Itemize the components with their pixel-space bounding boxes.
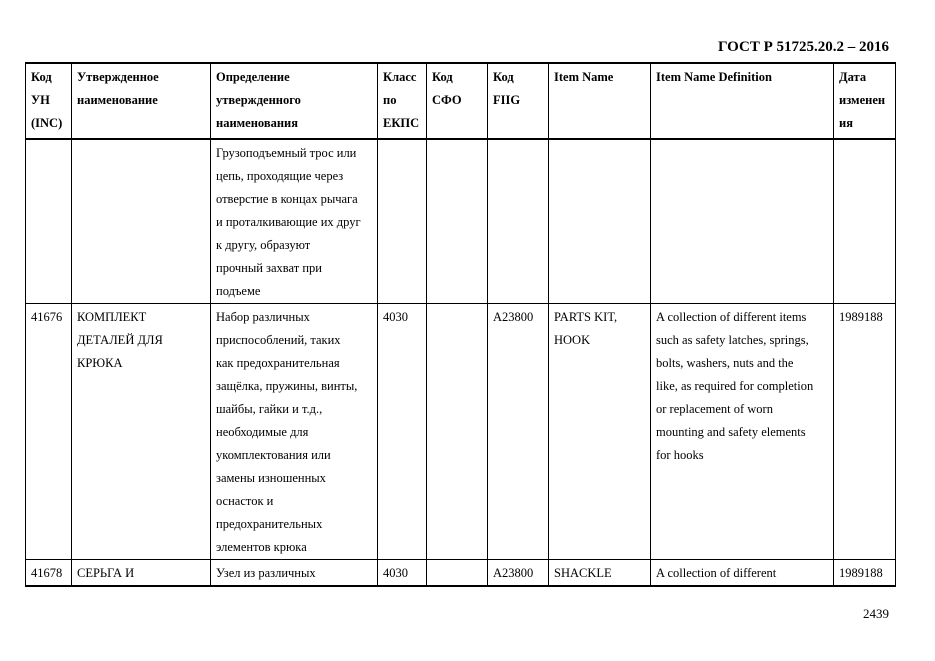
column-header-fiig-code: Код FIIG bbox=[488, 63, 549, 139]
nomenclature-table bbox=[25, 62, 896, 587]
cell-approved-name: КОМПЛЕКТ ДЕТАЛЕЙ ДЛЯ КРЮКА bbox=[72, 304, 211, 560]
cell-item-name-definition: A collection of different bbox=[651, 560, 834, 587]
cell-item-name bbox=[549, 139, 651, 304]
cell-item-name-definition: A collection of different items such as safety latches, springs, bolts, washers, nuts and the like, as required for completion or replacement of worn mounting and safety elements for hooks bbox=[651, 304, 834, 560]
cell-definition: Узел из различных bbox=[211, 560, 378, 587]
cell-sfo-code bbox=[427, 304, 488, 560]
cell-inc bbox=[26, 139, 72, 304]
table-row bbox=[26, 139, 896, 304]
cell-inc: 41678 bbox=[26, 560, 72, 587]
cell-definition: Набор различных приспособлений, таких как предохранительная защёлка, пружины, винты, шайбы, гайки и т.д., необходимые для укомплектования или замены изношенных оснасток и предохранительных элементов крюка bbox=[211, 304, 378, 560]
cell-fiig-code bbox=[488, 139, 549, 304]
table-row bbox=[26, 304, 896, 560]
column-header-change-date: Дата изменен ия bbox=[834, 63, 896, 139]
column-header-item-name: Item Name bbox=[549, 63, 651, 139]
cell-definition: Грузоподъемный трос или цепь, проходящие через отверстие в концах рычага и проталкивающие их друг к другу, образуют прочный захват при подъеме bbox=[211, 139, 378, 304]
cell-ekps-class bbox=[378, 139, 427, 304]
document-header: ГОСТ Р 51725.20.2 – 2016 bbox=[717, 39, 889, 55]
cell-ekps-class: 4030 bbox=[378, 560, 427, 587]
column-header-ekps-class: Класс по ЕКПС bbox=[378, 63, 427, 139]
table-row bbox=[26, 560, 896, 587]
cell-fiig-code: A23800 bbox=[488, 560, 549, 587]
column-header-item-name-definition: Item Name Definition bbox=[651, 63, 834, 139]
column-header-approved-name: Утвержденное наименование bbox=[72, 63, 211, 139]
column-header-definition: Определение утвержденного наименования bbox=[211, 63, 378, 139]
cell-change-date bbox=[834, 139, 896, 304]
cell-sfo-code bbox=[427, 139, 488, 304]
table-header-row bbox=[26, 63, 896, 139]
cell-change-date: 1989188 bbox=[834, 560, 896, 587]
cell-change-date: 1989188 bbox=[834, 304, 896, 560]
column-header-inc: Код УН (INC) bbox=[26, 63, 72, 139]
page-number: 2439 bbox=[863, 606, 889, 621]
cell-inc: 41676 bbox=[26, 304, 72, 560]
column-header-sfo-code: Код СФО bbox=[427, 63, 488, 139]
cell-approved-name: СЕРЬГА И bbox=[72, 560, 211, 587]
cell-item-name: SHACKLE bbox=[549, 560, 651, 587]
cell-item-name: PARTS KIT, HOOK bbox=[549, 304, 651, 560]
cell-approved-name bbox=[72, 139, 211, 304]
cell-ekps-class: 4030 bbox=[378, 304, 427, 560]
cell-item-name-definition bbox=[651, 139, 834, 304]
cell-fiig-code: A23800 bbox=[488, 304, 549, 560]
cell-sfo-code bbox=[427, 560, 488, 587]
